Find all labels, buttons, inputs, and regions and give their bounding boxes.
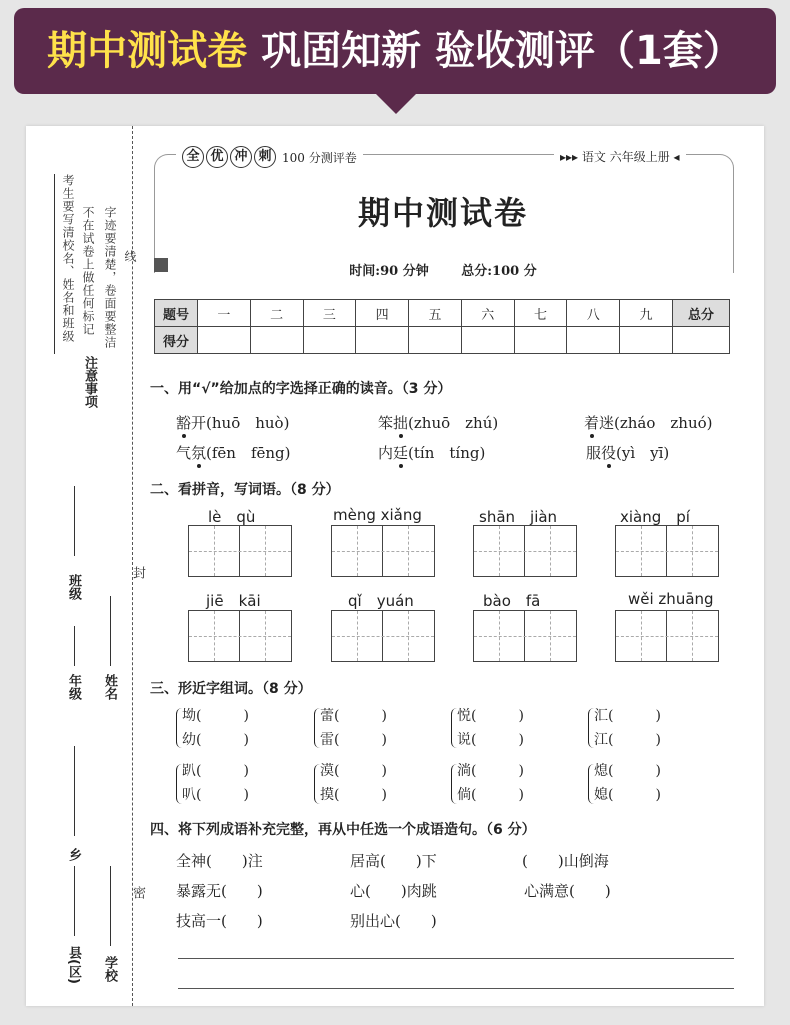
- word-pair-top[interactable]: 汇( ): [594, 708, 661, 724]
- score-table: [154, 299, 730, 354]
- pronunciation-item[interactable]: 豁开(huō huò): [176, 414, 290, 432]
- word-pair-top[interactable]: 蕾( ): [320, 708, 387, 724]
- writing-grid[interactable]: [615, 525, 719, 577]
- writing-grid[interactable]: [331, 610, 435, 662]
- answer-line[interactable]: [178, 958, 734, 959]
- dotted-char: 役: [601, 444, 617, 462]
- word-pair-bottom[interactable]: 幼( ): [182, 732, 249, 748]
- idiom-item[interactable]: 技高一( ): [176, 912, 263, 930]
- word-pair-bottom[interactable]: 摸( ): [320, 787, 387, 803]
- notes-title: 注意事项: [82, 356, 97, 408]
- column-header: 三: [303, 300, 356, 327]
- column-header: 四: [356, 300, 409, 327]
- town-fill-line: [74, 746, 75, 836]
- notes-divider: [54, 174, 55, 354]
- town-label: 乡: [66, 848, 81, 861]
- pronunciation-item[interactable]: 笨拙(zhuō zhú): [378, 414, 499, 432]
- question-3-title: 三、形近字组词。（8 分）: [150, 681, 312, 697]
- answer-line[interactable]: [178, 988, 734, 989]
- class-fill-line: [74, 486, 75, 556]
- question-4-title: 四、将下列成语补充完整，再从中任选一个成语造句。（6 分）: [150, 822, 536, 838]
- brand-char: 冲: [230, 146, 252, 168]
- score-table-header-row: [155, 300, 730, 327]
- dotted-char: 着: [584, 414, 600, 432]
- time-limit: 时间:90 分钟: [349, 264, 429, 279]
- row-label-number: 题号: [155, 300, 198, 327]
- binding-sidebar: [26, 126, 146, 1006]
- subject-label: ▸▸▸ 语文 六年级上册 ◂: [554, 148, 686, 165]
- word-pair-bottom[interactable]: 倘( ): [457, 787, 524, 803]
- idiom-item[interactable]: 心满意( ): [524, 882, 611, 900]
- writing-grid[interactable]: [473, 525, 577, 577]
- column-header: 七: [514, 300, 567, 327]
- top-banner: [14, 8, 776, 94]
- idiom-item[interactable]: ( )山倒海: [522, 852, 609, 870]
- brand-char: 全: [182, 146, 204, 168]
- score-cell[interactable]: [514, 327, 567, 354]
- time-info: [154, 260, 732, 279]
- dotted-char: 豁: [176, 414, 192, 432]
- column-header: 一: [198, 300, 251, 327]
- seal-mi-label: 密: [130, 886, 145, 900]
- word-pair-bottom[interactable]: 江( ): [594, 732, 661, 748]
- school-label: 学校: [102, 956, 117, 982]
- word-pair-top[interactable]: 悦( ): [457, 708, 524, 724]
- word-pair-top[interactable]: 趴( ): [182, 763, 249, 779]
- class-label: 班级: [66, 574, 81, 600]
- pinyin-label: jiē kāi: [206, 592, 261, 610]
- pinyin-label: mèng xiǎng: [333, 506, 422, 524]
- row-label-score: 得分: [155, 327, 198, 354]
- score-cell[interactable]: [356, 327, 409, 354]
- pronunciation-item[interactable]: 服役(yì yī): [586, 444, 670, 462]
- score-cell[interactable]: [620, 327, 673, 354]
- dotted-char: 廷: [393, 444, 409, 462]
- score-cell[interactable]: [461, 327, 514, 354]
- note-line-1: 考生要写清校名、姓名和班级: [61, 174, 75, 343]
- name-label: 姓名: [102, 674, 117, 700]
- seal-line-label: 线: [123, 250, 137, 263]
- idiom-item[interactable]: 全神( )注: [176, 852, 263, 870]
- seal-feng-label: 封: [130, 566, 145, 580]
- pinyin-label: wěi zhuāng: [628, 590, 714, 608]
- writing-grid[interactable]: [188, 525, 292, 577]
- pinyin-label: xiàng pí: [620, 508, 690, 526]
- pinyin-label: shān jiàn: [479, 508, 558, 526]
- writing-grid[interactable]: [473, 610, 577, 662]
- exam-paper: [26, 126, 764, 1006]
- banner-title: 期中测试卷 巩固知新 验收测评（1套）: [47, 28, 743, 74]
- exam-title: 期中测试卷: [357, 194, 528, 232]
- name-fill-line: [110, 596, 111, 666]
- idiom-item[interactable]: 心( )肉跳: [350, 882, 437, 900]
- dotted-char: 氛: [191, 444, 207, 462]
- column-header: 六: [461, 300, 514, 327]
- idiom-item[interactable]: 暴露无( ): [176, 882, 263, 900]
- brand-char: 刺: [254, 146, 276, 168]
- score-cell[interactable]: [250, 327, 303, 354]
- total-score: 总分:100 分: [461, 264, 537, 279]
- score-cell[interactable]: [409, 327, 462, 354]
- note-line-3: 字迹要清楚，卷面要整洁: [103, 206, 117, 349]
- word-pair-top[interactable]: 熄( ): [594, 763, 661, 779]
- word-pair-bottom[interactable]: 媳( ): [594, 787, 661, 803]
- school-fill-line: [110, 866, 111, 946]
- county-label: 县(区): [66, 946, 81, 984]
- brand-char: 优: [206, 146, 228, 168]
- column-header: 二: [250, 300, 303, 327]
- county-fill-line: [74, 866, 75, 936]
- seal-dashed-line: [132, 126, 133, 1006]
- score-table-score-row: [155, 327, 730, 354]
- total-score-cell[interactable]: [673, 327, 730, 354]
- pinyin-label: bào fā: [483, 592, 541, 610]
- word-pair-top[interactable]: 漠( ): [320, 763, 387, 779]
- column-header: 五: [409, 300, 462, 327]
- word-pair-bottom[interactable]: 说( ): [457, 732, 524, 748]
- writing-grid[interactable]: [188, 610, 292, 662]
- column-header: 九: [620, 300, 673, 327]
- pronunciation-item[interactable]: 气氛(fēn fēng): [176, 444, 291, 462]
- column-header: 八: [567, 300, 620, 327]
- pinyin-label: lè qù: [208, 508, 256, 526]
- total-column-header: 总分: [673, 300, 730, 327]
- writing-grid[interactable]: [615, 610, 719, 662]
- question-1-title: 一、用“√”给加点的字选择正确的读音。（3 分）: [150, 381, 452, 397]
- dotted-char: 拙: [393, 414, 409, 432]
- idiom-item[interactable]: 别出心( ): [350, 912, 437, 930]
- pronunciation-item[interactable]: 内廷(tín tíng): [378, 444, 486, 462]
- writing-grid[interactable]: [331, 525, 435, 577]
- pronunciation-item[interactable]: 着迷(zháo zhuó): [584, 414, 713, 432]
- score-cell[interactable]: [198, 327, 251, 354]
- score-cell[interactable]: [303, 327, 356, 354]
- score-cell[interactable]: [567, 327, 620, 354]
- brand-logo: [176, 146, 363, 168]
- grade-fill-line: [74, 626, 75, 666]
- word-pair-bottom[interactable]: 雷( ): [320, 732, 387, 748]
- note-line-2: 不在试卷上做任何标记: [81, 206, 95, 336]
- grade-label: 年级: [66, 674, 81, 700]
- question-2-title: 二、看拼音，写词语。（8 分）: [150, 482, 340, 498]
- brand-subtitle: 100 分测评卷: [282, 150, 357, 165]
- idiom-item[interactable]: 居高( )下: [350, 852, 437, 870]
- banner-pointer: [374, 92, 418, 114]
- pinyin-label: qǐ yuán: [348, 592, 414, 610]
- word-pair-top[interactable]: 坳( ): [182, 708, 249, 724]
- word-pair-top[interactable]: 淌( ): [457, 763, 524, 779]
- word-pair-bottom[interactable]: 叭( ): [182, 787, 249, 803]
